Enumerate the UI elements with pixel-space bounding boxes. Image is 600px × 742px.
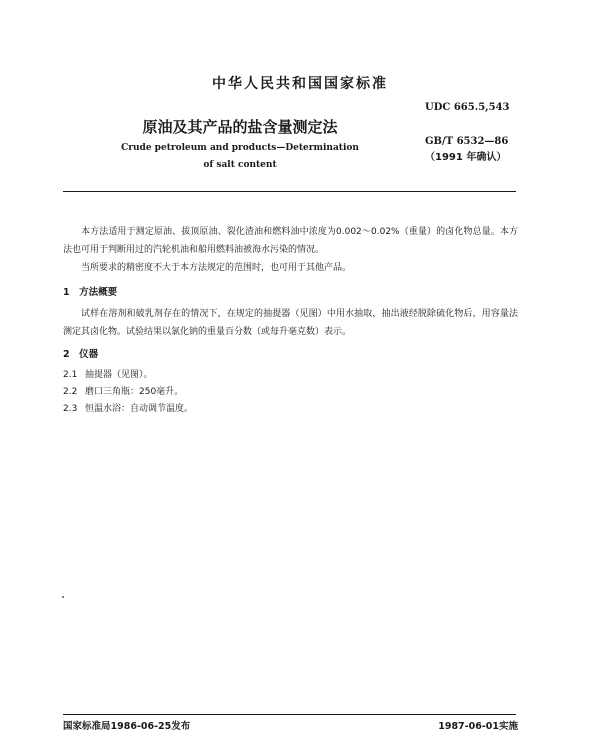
document-title-cn: 原油及其产品的盐含量测定法 <box>142 118 338 136</box>
apparatus-item-text: 恒温水浴：自动调节温度。 <box>85 404 194 414</box>
scope-paragraph: 本方法适用于测定原油、拔顶原油、裂化渣油和燃料油中浓度为0.002～0.02%（重量）的卤化物总量。本方法也可用于判断用过的汽轮机油和船用燃料油被海水污染的情况。 <box>63 227 518 255</box>
apparatus-item-number: 2.2 <box>63 387 78 397</box>
apparatus-item-text: 抽提器（见图）。 <box>85 370 153 380</box>
apparatus-item <box>63 384 183 397</box>
header-divider <box>63 191 516 192</box>
apparatus-item <box>63 367 153 380</box>
issue-date: 国家标准局1986-06-25发布 <box>63 721 191 732</box>
national-standard-title: 中华人民共和国国家标准 <box>212 76 388 92</box>
document-title-en-line1: Crude petroleum and products—Determination <box>121 143 359 153</box>
implementation-date: 1987-06-01实施 <box>438 721 518 732</box>
footer-divider <box>63 714 516 715</box>
section-1-heading: 1 方法概要 <box>63 287 118 298</box>
apparatus-item-number: 2.3 <box>63 404 78 414</box>
section-1-paragraph: 试样在溶剂和破乳剂存在的情况下，在规定的抽提器（见图）中用水抽取，抽出液经脱除硫化物后，用容量法测定其卤化物。试验结果以氯化钠的重量百分数（或每升毫克数）表示。 <box>63 309 518 337</box>
udc-code: UDC 665.5,543 <box>425 102 510 113</box>
scan-speck <box>62 596 64 598</box>
apparatus-item-number: 2.1 <box>63 370 78 380</box>
apparatus-item-text: 磨口三角瓶：250毫升。 <box>85 387 184 397</box>
standard-number: GB/T 6532—86 <box>425 136 509 147</box>
apparatus-item <box>63 401 193 414</box>
section-2-heading: 2 仪器 <box>63 349 99 360</box>
document-title-en-line2: of salt content <box>203 160 277 170</box>
scope-paragraph-2: 当所要求的精密度不大于本方法规定的范围时，也可用于其他产品。 <box>81 263 352 273</box>
standard-confirmation-year: （1991 年确认） <box>425 152 507 163</box>
